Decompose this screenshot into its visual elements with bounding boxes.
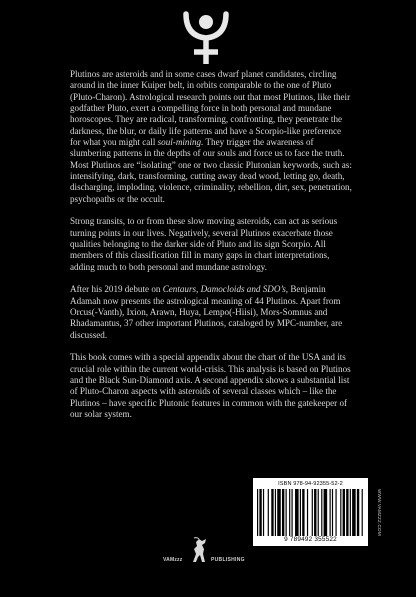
isbn-barcode [253, 478, 368, 546]
barcode-stripe [318, 489, 319, 536]
barcode-stripe [289, 489, 290, 536]
barcode-stripe [343, 489, 345, 536]
barcode-stripe [257, 489, 258, 536]
barcode-stripe [275, 489, 276, 536]
barcode-stripe [346, 489, 348, 536]
barcode-stripe [362, 489, 363, 536]
paragraph-intro-part2: They trigger the awareness of slumbering patterns in the depths of our souls and force us to face the truth. Most Plutinos are “isolating” one or two classic Plutonian keywords, such as: intensifying, dark, transforming, cutting away dead wood, letting go, death, discharging, imploding, violence, criminality, rebellion, dirt, sex, penetration, psychopaths or the occult. [70, 137, 352, 204]
barcode-stripe [314, 489, 316, 536]
barcode-stripe [286, 489, 287, 536]
barcode-digits: 9 789492 355522 [284, 536, 337, 543]
barcode-stripe [324, 489, 328, 536]
barcode-stripe [302, 489, 304, 536]
blurb-text [70, 69, 352, 421]
barcode-stripe [277, 489, 281, 536]
publisher-name: VAMzzz [163, 557, 183, 563]
publisher-website: WWW.VAMZZZ.COM [377, 488, 382, 536]
isbn-label: ISBN 978-94-92355-52-2 [278, 481, 343, 487]
soul-mining-emphasis: soul-mining. [157, 137, 204, 148]
paragraph-author [70, 284, 352, 341]
barcode-bars [257, 489, 364, 536]
barcode-stripe [259, 489, 261, 536]
publisher-logo [163, 537, 273, 567]
previous-book-title: Centaurs, Damocloids and SDO’s [162, 284, 286, 295]
barcode-stripe [335, 489, 336, 536]
rearing-goat-logo-icon [187, 537, 211, 563]
barcode-stripe [282, 489, 284, 536]
barcode-stripe [330, 489, 331, 536]
barcode-stripe [312, 489, 313, 536]
barcode-stripe [271, 489, 273, 536]
barcode-stripe [321, 489, 322, 536]
paragraph-intro-part1: Plutinos are asteroids and in some cases dwarf planet candidates, circling around in the inner Kuiper belt, in orbits comparable to the one of Pluto (Pluto-Charon). Astrological research points out that most Plutinos, like their godfather Pluto, exert a compelling force in both personal and mundane horoscopes. They are radical, transforming, confronting, they penetrate the darkness, the blur, or daily life patterns and have a Scorpio-like preference for what you might call [70, 69, 351, 148]
barcode-stripe [350, 489, 351, 536]
publisher-suffix: PUBLISHING [211, 557, 245, 563]
barcode-stripe [352, 489, 356, 536]
barcode-stripe [332, 489, 333, 536]
barcode-stripe [268, 489, 269, 536]
barcode-stripe [300, 489, 301, 536]
barcode-stripe [307, 489, 308, 536]
paragraph-intro [70, 69, 352, 205]
paragraph-author-part2: , Benjamin Adamah now presents the astrological meaning of 44 Plutinos. Apart from Orcus(-Vanth), Ixion, Arawn, Huya, Lempo(-Hiisi), Mors-Somnus and Rhadamantus, 37 other important Plutinos, cataloged by MPC-number, are discussed. [70, 284, 343, 340]
barcode-stripe [295, 489, 299, 536]
pluto-glyph-icon [178, 10, 234, 66]
paragraph-author-part1: After his 2019 debute on [70, 284, 163, 295]
paragraph-transits: Strong transits, to or from these slow moving asteroids, can act as serious turning points in our lives. Negatively, several Plutinos exacerbate those qualities belonging to the darker side of Pluto and its sign Scorpio. All members of this classification fill in many gaps in chart interpretations, adding much to both personal and mundane astrology. [70, 216, 338, 272]
barcode-stripe [357, 489, 359, 536]
barcode-stripe [263, 489, 264, 536]
barcode-stripe [291, 489, 292, 536]
barcode-stripe [340, 489, 341, 536]
paragraph-appendix: This book comes with a special appendix about the chart of the USA and its crucial role within the current world-crisis. This analysis is based on Plutinos and the Black Sun-Diamond axis. A second appendix shows a substantial list of Pluto-Charon aspects with asteroids of several classes which – like the Plutinos – have specific Plutonic features in common with the gatekeeper of our solar system. [70, 352, 351, 420]
